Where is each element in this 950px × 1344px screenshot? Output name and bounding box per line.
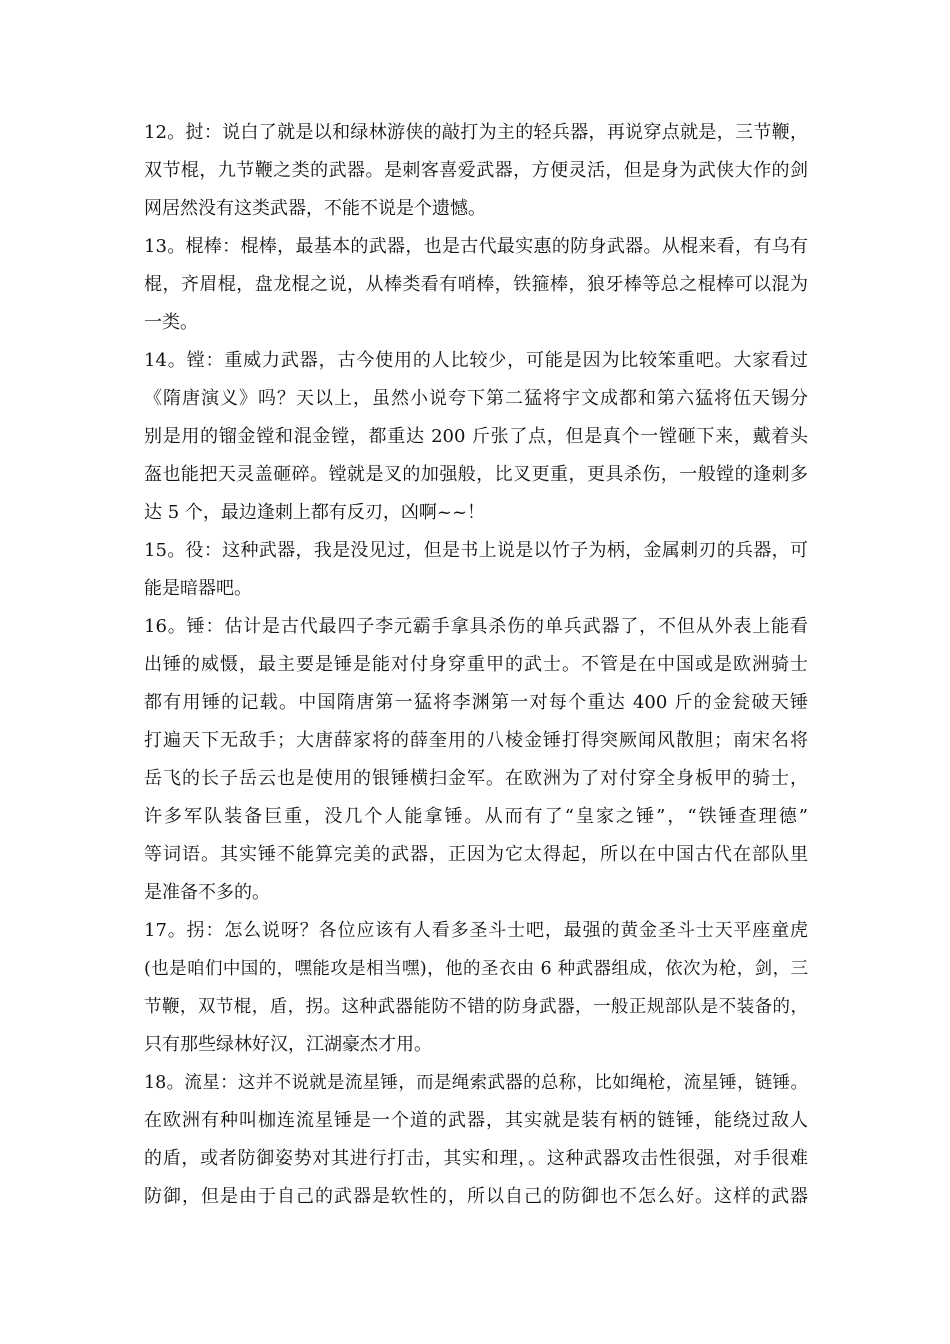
text-line: 《隋唐演义》吗？天以上，虽然小说夸下第二猛将宇文成都和第六猛将伍天锡分 <box>144 388 808 409</box>
text-line: 16。锤：估计是古代最四子李元霸手拿具杀伤的单兵武器了，不但从外表上能看 <box>144 616 808 637</box>
text-line: 网居然没有这类武器，不能不说是个遗憾。 <box>144 198 486 219</box>
document-body <box>144 114 808 1216</box>
text-line: 15。役：这种武器，我是没见过，但是书上说是以竹子为柄，金属刺刃的兵器，可 <box>144 540 808 561</box>
text-line: 等词语。其实锤不能算完美的武器，正因为它太得起，所以在中国古代在部队里 <box>144 844 808 865</box>
text-line: 12。挝：说白了就是以和绿林游侠的敲打为主的轻兵器，再说穿点就是，三节鞭， <box>144 122 808 143</box>
text-line: 达 5 个，最边逢刺上都有反刃，凶啊~~！ <box>144 502 486 523</box>
text-line: 18。流星：这并不说就是流星锤，而是绳索武器的总称，比如绳枪，流星锤，链锤。 <box>144 1073 808 1093</box>
text-line: 岳飞的长子岳云也是使用的银锤横扫金军。在欧洲为了对付穿全身板甲的骑士， <box>144 768 808 789</box>
text-line: 只有那些绿林好汉，江湖豪杰才用。 <box>144 1034 432 1055</box>
text-line: 都有用锤的记载。中国隋唐第一猛将李渊第一对每个重达 400 斤的金瓮破天锤 <box>144 692 808 713</box>
text-line: 在欧洲有种叫枷连流星锤是一个道的武器，其实就是装有柄的链锤，能绕过敌人 <box>144 1110 808 1131</box>
text-line: 棍，齐眉棍，盘龙棍之说，从棒类看有哨棒，铁箍棒，狼牙棒等总之棍棒可以混为 <box>144 274 808 295</box>
text-line: 能是暗器吧。 <box>144 578 252 599</box>
text-line: 的盾，或者防御姿势对其进行打击，其实和理，。这种武器攻击性很强，对手很难 <box>144 1148 808 1169</box>
text-line: 一类。 <box>144 312 198 333</box>
text-line: 许多军队装备巨重，没几个人能拿锤。从而有了“皇家之锤”，“铁锤查理德” <box>144 806 808 827</box>
text-line: 节鞭，双节棍，盾，拐。这种武器能防不错的防身武器，一般正规部队是不装备的， <box>144 997 808 1017</box>
text-line: 别是用的镏金镗和混金镗，都重达 200 斤张了点，但是真个一镗砸下来，戴着头 <box>144 426 808 447</box>
text-line: 出锤的威慑，最主要是锤是能对付身穿重甲的武士。不管是在中国或是欧洲骑士 <box>144 654 808 675</box>
text-line: 13。棍棒：棍棒，最基本的武器，也是古代最实惠的防身武器。从棍来看，有乌有 <box>144 236 808 257</box>
text-line: 防御，但是由于自己的武器是软性的，所以自己的防御也不怎么好。这样的武器 <box>144 1186 808 1207</box>
text-line: 盔也能把天灵盖砸碎。镗就是叉的加强般，比叉更重，更具杀伤，一般镗的逢刺多 <box>144 464 808 485</box>
text-line: 17。拐：怎么说呀？各位应该有人看多圣斗士吧，最强的黄金圣斗士天平座童虎 <box>144 920 808 941</box>
text-line: 打遍天下无敌手；大唐薛家将的薛奎用的八棱金锤打得突厥闻风散胆；南宋名将 <box>144 730 808 751</box>
text-line: 双节棍，九节鞭之类的武器。是刺客喜爱武器，方便灵活，但是身为武侠大作的剑 <box>144 160 808 181</box>
text-line: (也是咱们中国的，嘿能攻是相当嘿)，他的圣衣由 6 种武器组成，依次为枪，剑，三 <box>144 959 808 979</box>
text-line: 是准备不多的。 <box>144 882 270 903</box>
text-line: 14。镗：重威力武器，古今使用的人比较少，可能是因为比较笨重吧。大家看过 <box>144 350 808 371</box>
